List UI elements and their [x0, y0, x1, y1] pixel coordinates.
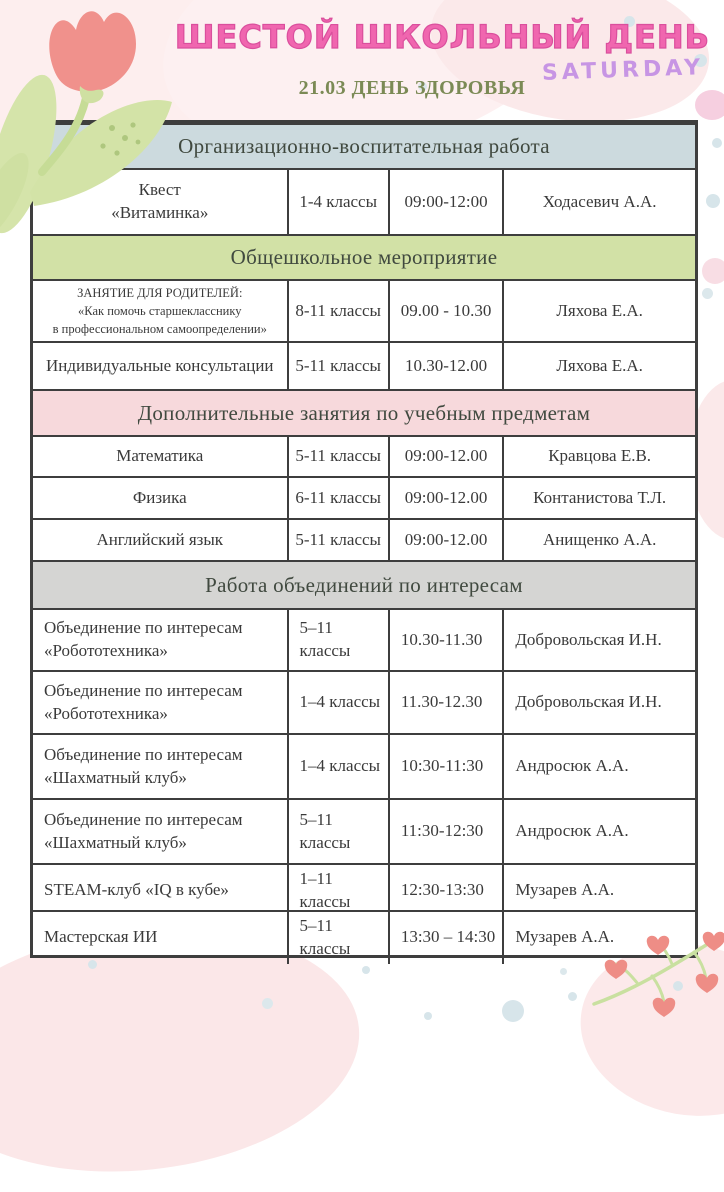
classes-cell: 5–11 классы: [287, 800, 388, 863]
time-cell: 13:30 – 14:30: [388, 912, 503, 964]
section-header-school-event: Общешкольное мероприятие: [33, 234, 695, 279]
dot: [702, 288, 713, 299]
table-row: [33, 279, 695, 341]
teacher-cell: Добровольская И.Н.: [502, 672, 695, 733]
section-header-extra-lessons: Дополнительные занятия по учебным предметам: [33, 389, 695, 435]
tulip-illustration: [0, 0, 183, 261]
time-cell: 09.00 - 10.30: [388, 281, 503, 341]
activity-cell: Объединение по интересам «Шахматный клуб»: [44, 744, 243, 787]
classes-cell: 6-11 классы: [287, 478, 388, 518]
table-row: [33, 798, 695, 863]
table-row: [33, 733, 695, 798]
teacher-cell: Ляхова Е.А.: [502, 343, 695, 389]
time-cell: 10.30-11.30: [388, 610, 503, 670]
time-cell: 09:00-12.00: [388, 437, 503, 476]
time-cell: 11.30-12.30: [388, 672, 503, 733]
activity-cell: Квест «Витаминка»: [111, 180, 209, 222]
teacher-cell: Добровольская И.Н.: [502, 610, 695, 670]
dot: [706, 194, 720, 208]
dot: [262, 998, 273, 1009]
table-row: [33, 670, 695, 733]
activity-cell: Английский язык: [96, 529, 224, 549]
time-cell: 10.30-12.00: [388, 343, 503, 389]
table-row: [33, 341, 695, 389]
teacher-cell: Музарев А.А.: [502, 865, 695, 917]
classes-cell: 5-11 классы: [287, 437, 388, 476]
activity-cell: STEAM-клуб «IQ в кубе»: [44, 880, 229, 900]
table-row: [33, 435, 695, 476]
time-cell: 09:00-12.00: [388, 520, 503, 560]
background-blob: [702, 258, 724, 284]
classes-cell: 8-11 классы: [287, 281, 388, 341]
dot: [362, 966, 370, 974]
time-cell: 09:00-12.00: [388, 478, 503, 518]
activity-cell: Объединение по интересам «Робототехника»: [44, 618, 243, 660]
teacher-cell: Ляхова Е.А.: [502, 281, 695, 341]
time-cell: 12:30-13:30: [388, 865, 503, 917]
section-header-org-work: Организационно-воспитательная работа: [33, 123, 695, 168]
teacher-cell: Андросюк А.А.: [502, 800, 695, 863]
teacher-cell: Андросюк А.А.: [502, 735, 695, 798]
time-cell: 11:30-12:30: [388, 800, 503, 863]
weekday-label: SATURDAY: [541, 55, 705, 86]
classes-cell: 1–4 классы: [287, 735, 388, 798]
activity-cell: Объединение по интересам «Шахматный клуб»: [44, 809, 243, 852]
table-row: [33, 476, 695, 518]
teacher-cell: Музарев А.А.: [502, 912, 695, 964]
dot: [424, 1012, 432, 1020]
dot: [502, 1000, 524, 1022]
dot: [568, 992, 577, 1001]
teacher-cell: Кравцова Е.В.: [502, 437, 695, 476]
time-cell: 09:00-12:00: [388, 170, 503, 234]
dot: [712, 138, 722, 148]
classes-cell: 5-11 классы: [287, 343, 388, 389]
classes-cell: 5–11 классы: [287, 912, 388, 964]
activity-cell: Индивидуальные консультации: [45, 355, 274, 375]
classes-cell: 1–4 классы: [287, 672, 388, 733]
table-row: [33, 518, 695, 560]
table-row: [33, 608, 695, 670]
activity-cell: Объединение по интересам «Робототехника»: [44, 680, 243, 723]
teacher-cell: Ходасевич А.А.: [502, 170, 695, 234]
flower-branch-illustration: [586, 926, 724, 1024]
activity-cell: Мастерская ИИ: [44, 927, 158, 947]
section-header-interest-clubs: Работа объединений по интересам: [33, 560, 695, 608]
classes-cell: 1-4 классы: [287, 170, 388, 234]
classes-cell: 5–11 классы: [287, 610, 388, 670]
dot: [560, 968, 567, 975]
activity-cell: ЗАНЯТИЕ ДЛЯ РОДИТЕЛЕЙ: «Как помочь старшекласснику в профессиональном самоопределении»: [52, 286, 267, 337]
time-cell: 10:30-11:30: [388, 735, 503, 798]
activity-cell: Физика: [132, 487, 187, 507]
page-title: ШЕСТОЙ ШКОЛЬНЫЙ ДЕНЬ: [174, 18, 710, 56]
teacher-cell: Контанистова Т.Л.: [502, 478, 695, 518]
activity-cell: Математика: [116, 446, 204, 466]
classes-cell: 5-11 классы: [287, 520, 388, 560]
teacher-cell: Анищенко А.А.: [502, 520, 695, 560]
table-row: [33, 863, 695, 910]
classes-cell: 1–11 классы: [287, 865, 388, 917]
date-theme-label: 21.03 ДЕНЬ ЗДОРОВЬЯ: [298, 77, 526, 99]
